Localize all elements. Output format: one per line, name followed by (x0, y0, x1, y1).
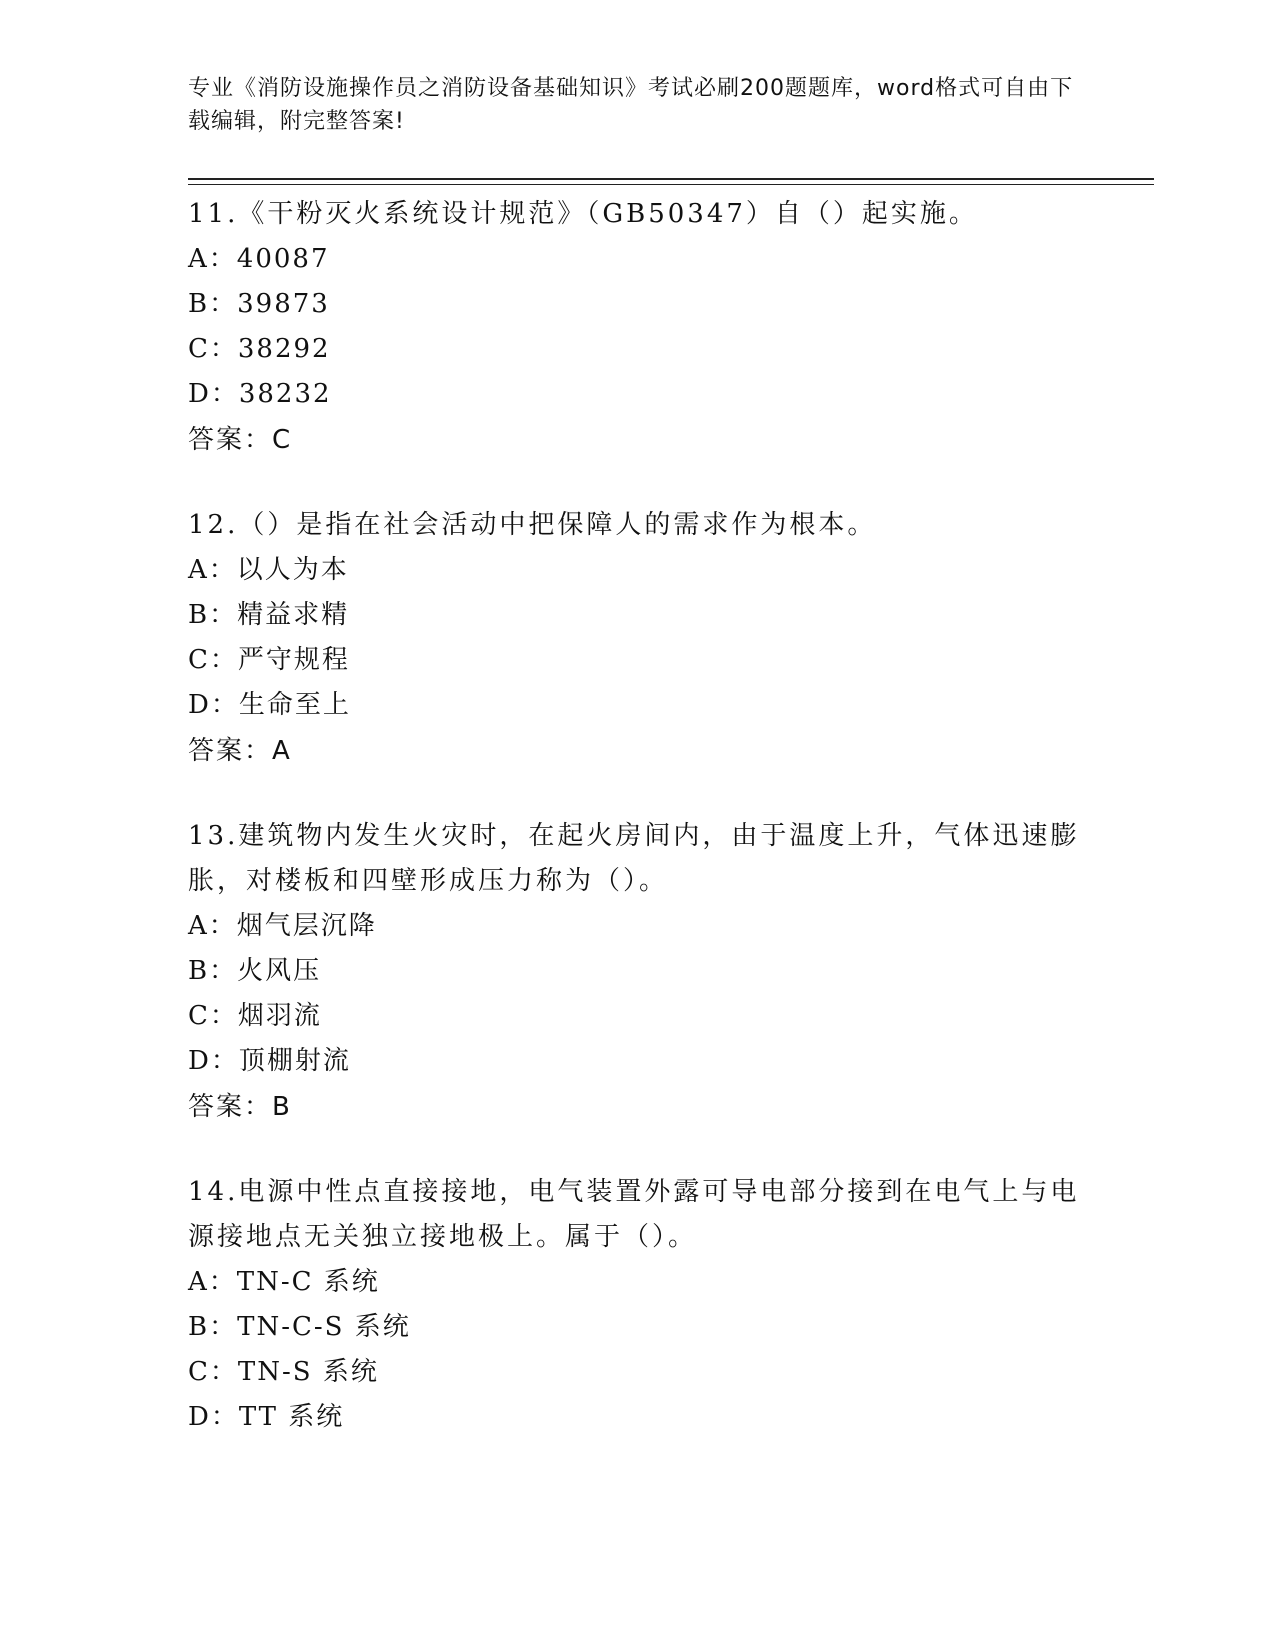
option-d: D：TT 系统 (188, 1402, 345, 1432)
option-c: C：严守规程 (188, 645, 350, 675)
question-stem: 14.电源中性点直接接地，电气装置外露可导电部分接到在电气上与电源接地点无关独立接地极上。属于（）。 (188, 1177, 1080, 1252)
question-13 (188, 814, 1088, 1130)
option-b: B：39873 (188, 289, 330, 319)
header-divider-thin (188, 184, 1154, 185)
option-b: B：精益求精 (188, 600, 350, 630)
option-c: C：TN-S 系统 (188, 1357, 379, 1387)
option-c: C：38292 (188, 334, 331, 364)
option-d: D：顶棚射流 (188, 1046, 351, 1076)
question-stem: 12.（）是指在社会活动中把保障人的需求作为根本。 (188, 510, 877, 540)
question-stem: 13.建筑物内发生火灾时，在起火房间内，由于温度上升，气体迅速膨胀，对楼板和四壁形成压力称为（）。 (188, 821, 1080, 896)
option-a: A：以人为本 (188, 555, 349, 585)
option-d: D：生命至上 (188, 690, 351, 720)
answer-line: 答案：C (188, 425, 293, 455)
option-c: C：烟羽流 (188, 1001, 322, 1031)
question-list (188, 192, 1088, 1440)
header-divider-thick (188, 178, 1154, 180)
question-12 (188, 503, 1088, 774)
option-b: B：TN-C-S 系统 (188, 1312, 411, 1342)
question-stem: 11.《干粉灭火系统设计规范》（GB50347）自（）起实施。 (188, 199, 978, 229)
option-a: A：40087 (188, 244, 330, 274)
document-header: 专业《消防设施操作员之消防设备基础知识》考试必刷200题题库，word格式可自由下载编辑，附完整答案! (188, 76, 1074, 134)
answer-line: 答案：B (188, 1092, 292, 1122)
answer-line: 答案：A (188, 736, 292, 766)
question-11 (188, 192, 1088, 463)
question-14 (188, 1170, 1088, 1440)
option-b: B：火风压 (188, 956, 322, 986)
option-a: A：烟气层沉降 (188, 911, 377, 941)
option-a: A：TN-C 系统 (188, 1267, 380, 1297)
option-d: D：38232 (188, 379, 332, 409)
